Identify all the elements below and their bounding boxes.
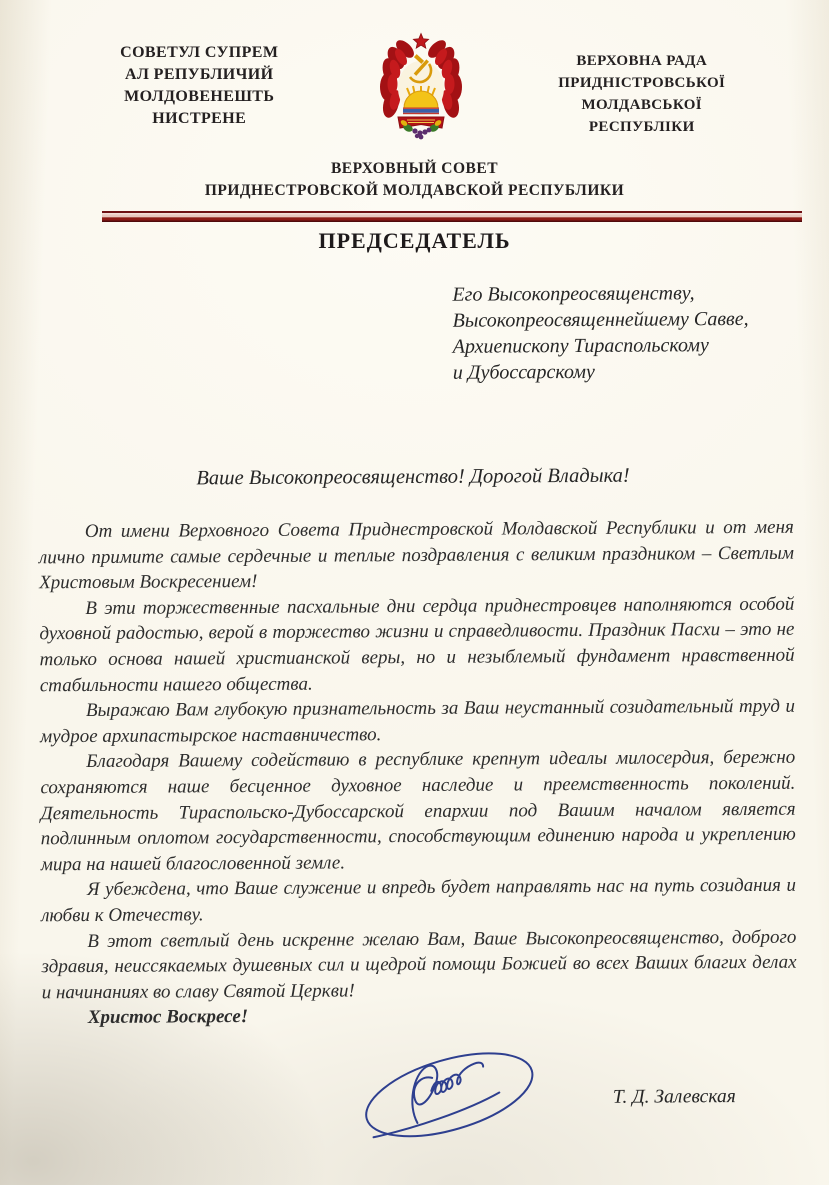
org-name-ukrainian-line: РЕСПУБЛІКИ (588, 119, 695, 135)
org-name-moldovan-line: МОЛДОВЕНЕШТЬ (124, 88, 275, 105)
closing-line: Христос Воскресе! (87, 1006, 249, 1029)
org-name-moldovan-line: СОВЕТУЛ СУПРЕМ (120, 44, 279, 61)
addressee-line: и Дубоссарскому (452, 360, 595, 384)
flag-stripe-divider (102, 211, 802, 222)
org-name-ukrainian-line: МОЛДАВСЬКОЇ (581, 97, 703, 113)
paragraph: Я убеждена, что Ваше служение и впредь будет направлять нас на путь созидания и любви к Отечеству. (41, 874, 797, 927)
org-title-line1: ВЕРХОВНЫЙ СОВЕТ (330, 160, 499, 177)
org-name-ukrainian-line: ПРИДНІСТРОВСЬКОЇ (558, 75, 726, 91)
coat-of-arms (361, 30, 481, 144)
paragraph: Выражаю Вам глубокую признательность за Ваш неустанный созидательный труд и мудрое архипастырское наставничество. (40, 695, 795, 748)
letterhead (0, 0, 829, 146)
signature-block (357, 1031, 792, 1156)
coat-of-arms-icon (371, 30, 471, 144)
paragraph: В этот светлый день искренне желаю Вам, Ваше Высокопреосвященство, доброго здравия, неиссякаемых душевных сил и щедрой помощи Божией во всех Ваших благих делах и начинаниях во славу Святой Церкви! (41, 926, 797, 1003)
letter-body (0, 279, 829, 1157)
post-title: ПРЕДСЕДАТЕЛЬ (318, 228, 511, 253)
letter-paragraphs (39, 515, 797, 1031)
signer-name: Т. Д. Залевская (612, 1085, 736, 1108)
addressee-block (452, 279, 827, 385)
paragraph: От имени Верховного Совета Приднестровской Молдавской Республики и от меня лично примите самые сердечные и теплые поздравления с великим праздником – Светлым Христовым Воскресением! (38, 516, 795, 594)
salutation: Ваше Высокопреосвященство! Дорогой Владыка! (196, 464, 630, 490)
addressee-line: Высокопреосвященнейшему Савве, (452, 307, 749, 332)
org-name-moldovan (38, 30, 361, 130)
org-title-line2: ПРИДНЕСТРОВСКОЙ МОЛДАВСКОЙ РЕСПУБЛИКИ (204, 182, 625, 199)
red-star-icon (413, 34, 428, 49)
org-name-ukrainian (481, 30, 804, 138)
addressee-line: Его Высокопреосвященству, (452, 282, 695, 306)
org-name-ukrainian-line: ВЕРХОВНА РАДА (576, 53, 708, 69)
paragraph: В эти торжественные пасхальные дни сердца приднестровцев наполняются особой духовной радостью, верой в торжество жизни и справедливости. Праздник Пасхи – это не только основа нашей христианской веры, но и незыблемый фундамент нравственной стабильности нашего общества. (39, 593, 795, 696)
addressee-line: Архиепископу Тираспольскому (452, 334, 709, 358)
paragraph: Благодаря Вашему содействию в республике крепнут идеалы милосердия, бережно сохраняются наше бесценное духовное наследие и преемственность поколений. Деятельность Тираспольско-Дубоссарской епархии под Вашим началом является подлинным оплотом государственности, способствующим единению народа и укреплению мира на нашей благословенной земле. (40, 747, 796, 876)
org-name-moldovan-line: АЛ РЕПУБЛИЧИЙ (125, 66, 274, 83)
org-name-moldovan-line: НИСТРЕНЕ (152, 110, 247, 127)
signature-autograph-icon (357, 1032, 558, 1155)
org-title (0, 158, 829, 202)
